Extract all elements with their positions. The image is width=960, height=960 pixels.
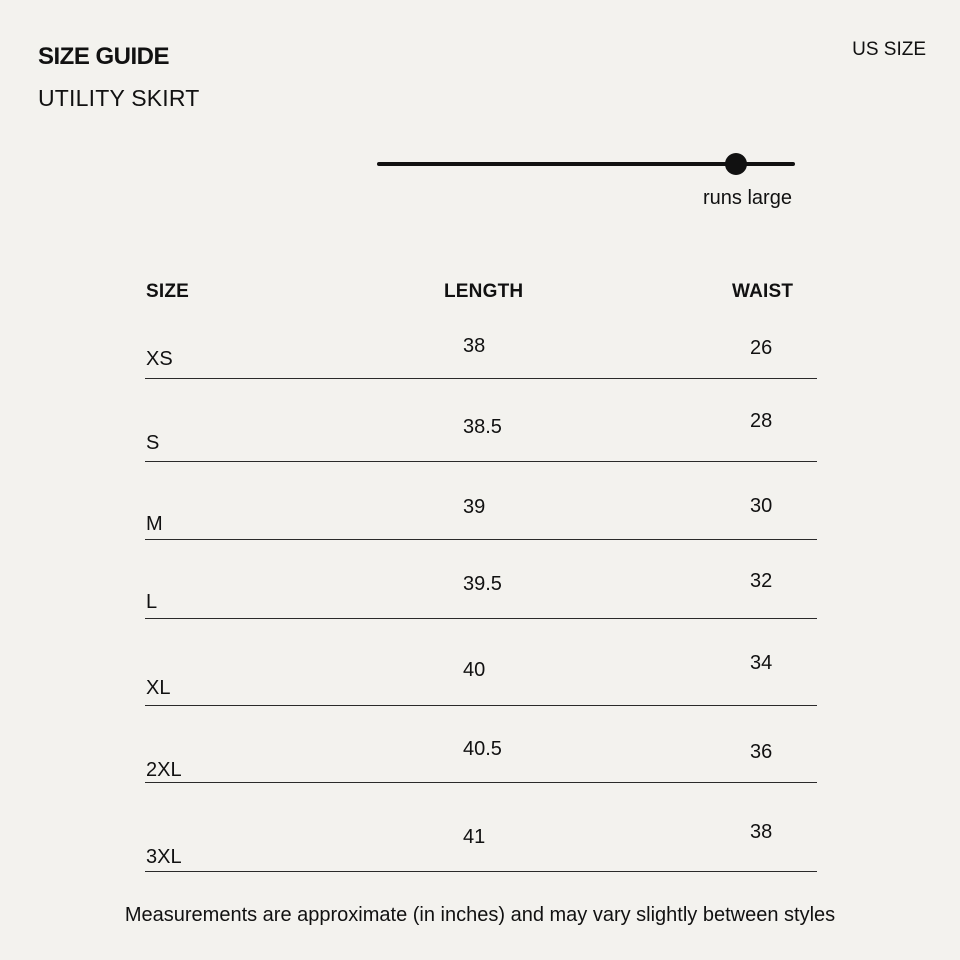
length-cell: 38	[463, 335, 486, 357]
size-cell: M	[146, 513, 163, 535]
fit-scale-marker	[725, 153, 747, 175]
size-cell: L	[146, 591, 158, 613]
table-row	[145, 734, 817, 783]
page-title: SIZE GUIDE	[38, 43, 170, 70]
size-cell: 3XL	[146, 846, 182, 868]
size-cell: 2XL	[146, 759, 182, 781]
product-name: UTILITY SKIRT	[38, 85, 200, 111]
length-cell: 40	[463, 659, 486, 681]
waist-cell: 38	[750, 821, 773, 843]
table-row	[145, 332, 817, 379]
measurement-note: Measurements are approximate (in inches) and may vary slightly between styles	[124, 904, 836, 926]
waist-cell: 34	[750, 652, 773, 674]
column-header-length: LENGTH	[444, 281, 524, 302]
length-cell: 39	[463, 496, 486, 518]
waist-cell: 32	[750, 570, 773, 592]
size-cell: XL	[146, 677, 171, 699]
table-row	[145, 405, 817, 462]
waist-cell: 28	[750, 410, 773, 432]
table-row	[145, 815, 817, 872]
size-system-label: US SIZE	[852, 39, 926, 60]
table-row	[145, 566, 817, 619]
column-header-size: SIZE	[146, 281, 190, 302]
waist-cell: 30	[750, 495, 773, 517]
size-cell: S	[146, 432, 160, 454]
length-cell: 40.5	[463, 738, 502, 760]
length-cell: 38.5	[463, 416, 502, 438]
waist-cell: 26	[750, 337, 773, 359]
fit-label: runs large	[703, 187, 792, 209]
size-cell: XS	[146, 348, 173, 370]
length-cell: 41	[463, 826, 486, 848]
table-row	[145, 490, 817, 540]
waist-cell: 36	[750, 741, 773, 763]
table-row	[145, 648, 817, 706]
column-header-waist: WAIST	[732, 281, 794, 302]
length-cell: 39.5	[463, 573, 502, 595]
